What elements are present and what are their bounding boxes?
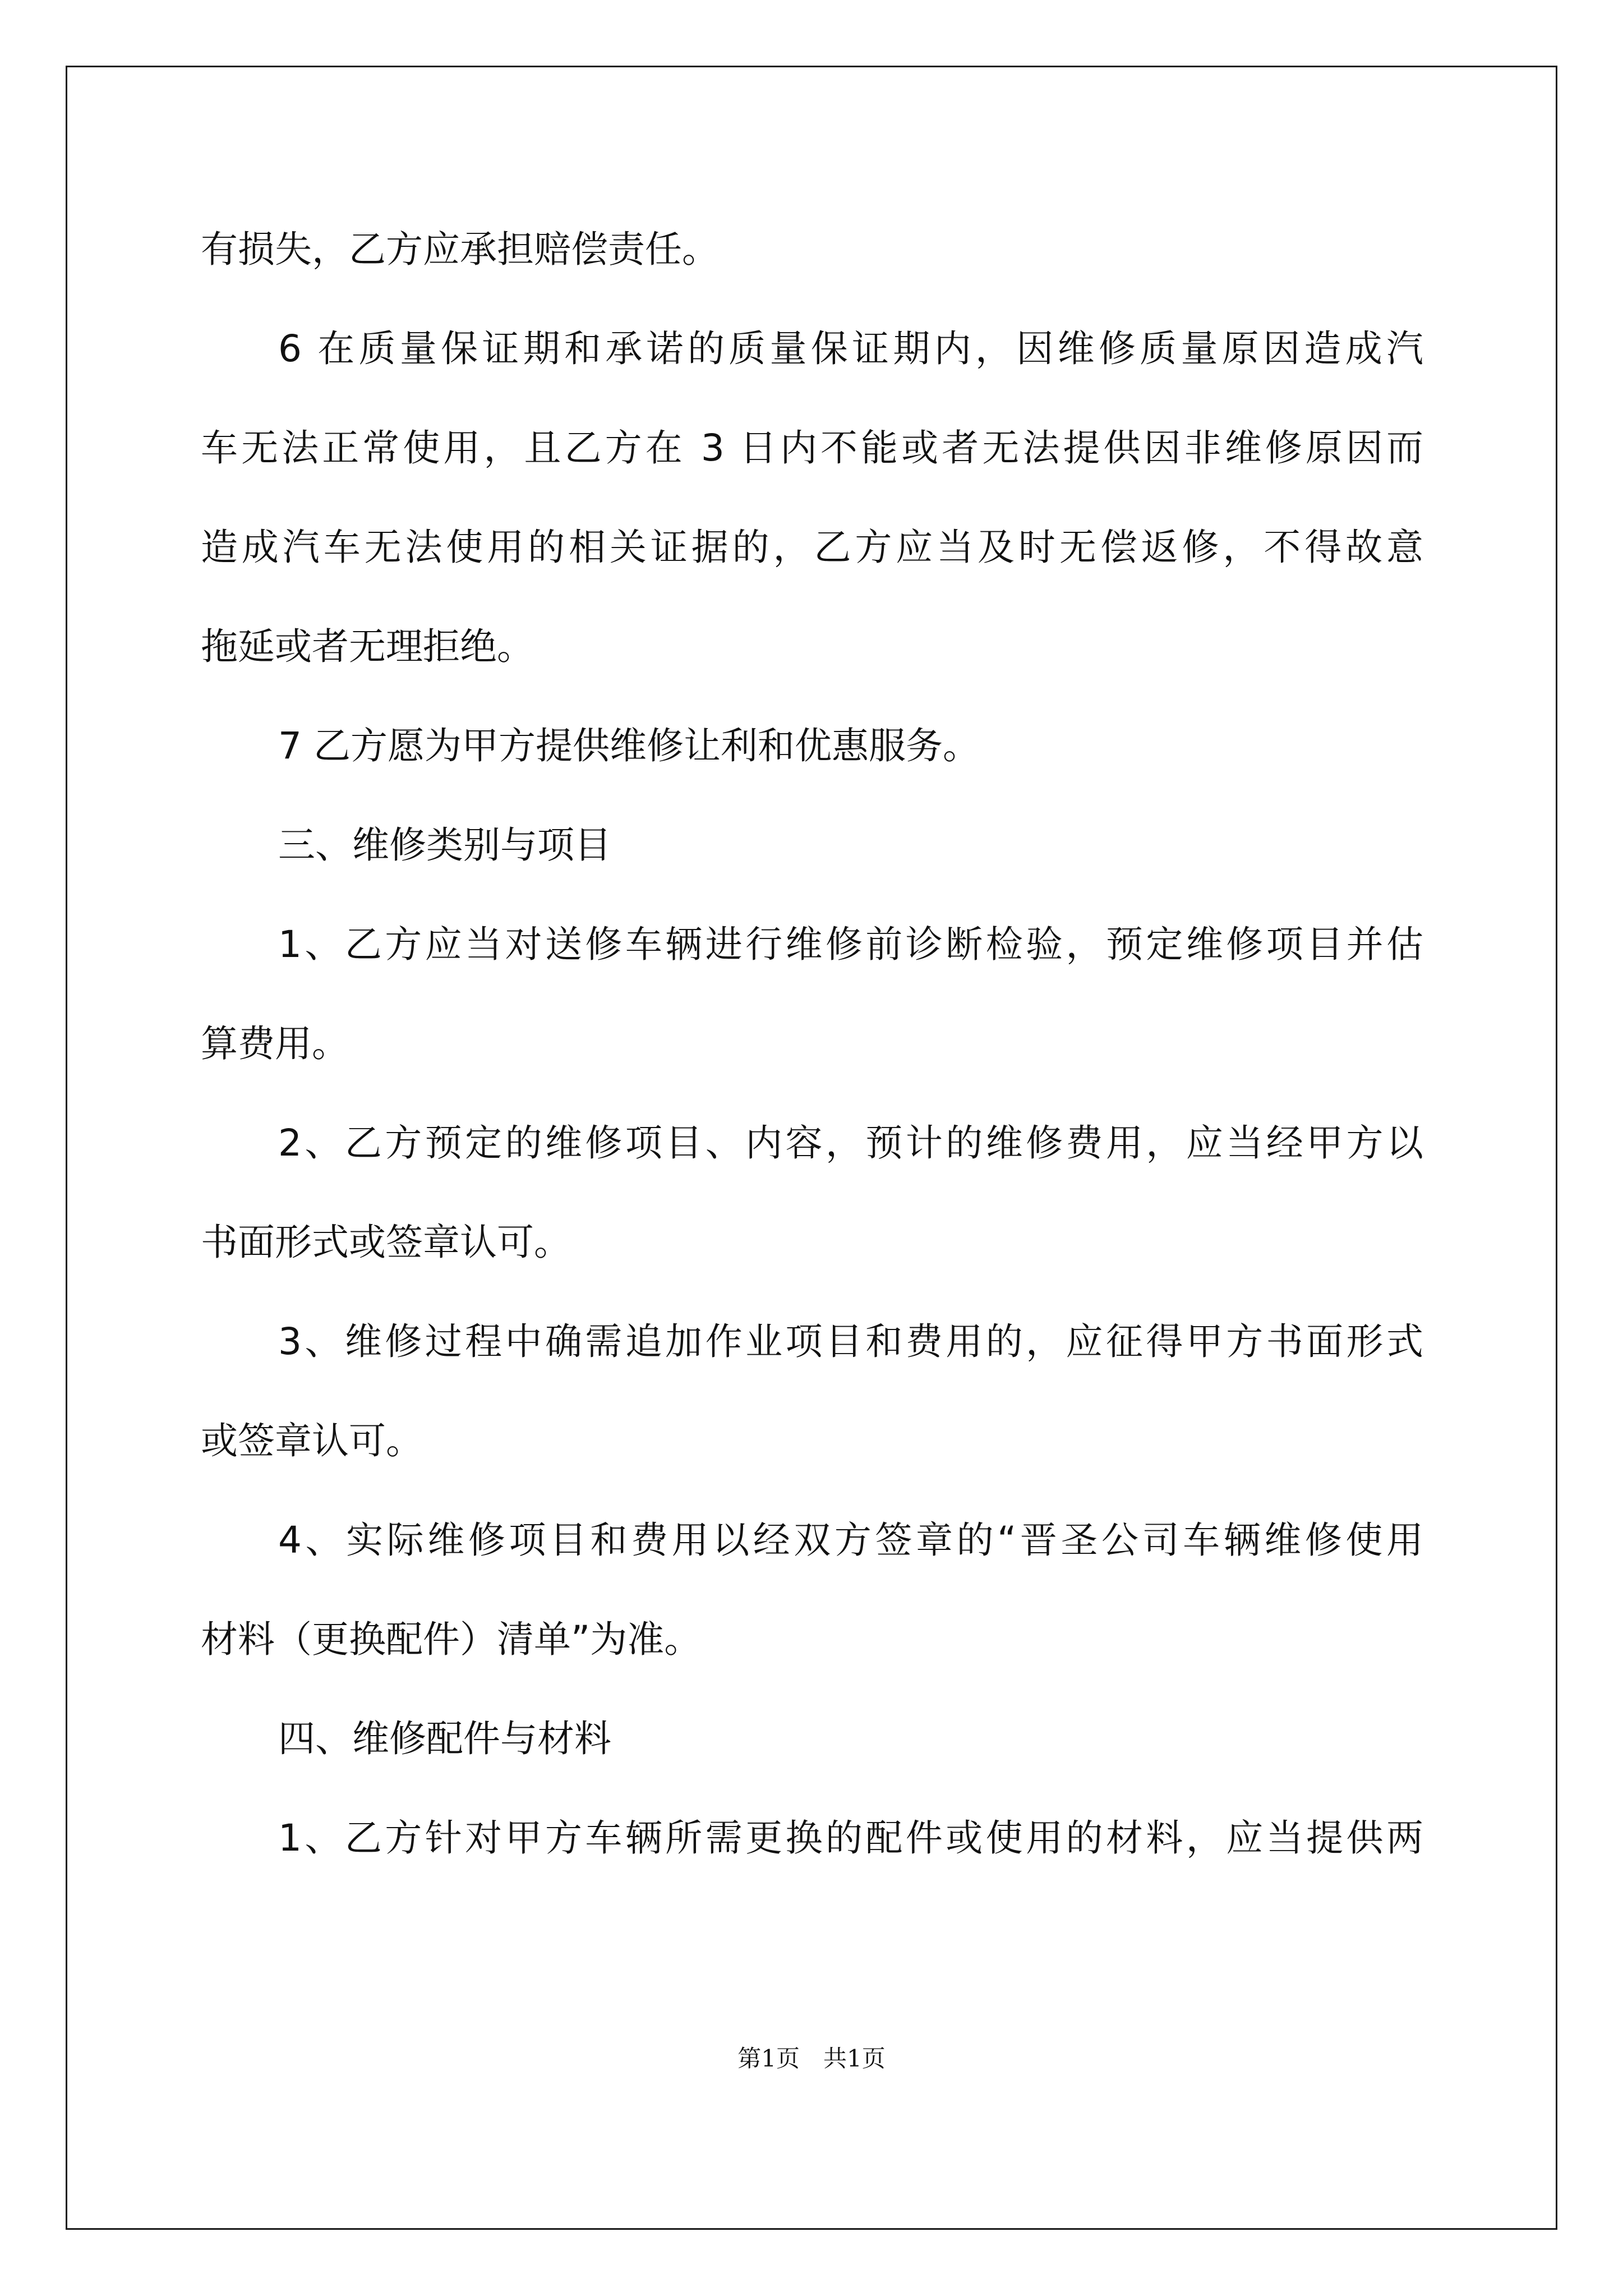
section-heading: 三、维修类别与项目 (278, 823, 611, 867)
text-line: 2、乙方预定的维修项目、内容，预计的维修费用，应当经甲方以 (278, 1121, 1423, 1165)
text-line: 书面形式或签章认可。 (201, 1221, 571, 1264)
text-line: 4、实际维修项目和费用以经双方签章的“晋圣公司车辆维修使用 (278, 1519, 1423, 1562)
text-line: 材料（更换配件）清单”为准。 (201, 1618, 702, 1661)
text-line: 有损失，乙方应承担赔偿责任。 (201, 228, 719, 271)
section-heading: 四、维修配件与材料 (278, 1717, 611, 1760)
text-line: 1、乙方应当对送修车辆进行维修前诊断检验，预定维修项目并估 (278, 923, 1423, 966)
text-line: 造成汽车无法使用的相关证据的，乙方应当及时无偿返修，不得故意 (201, 526, 1423, 569)
text-line: 拖延或者无理拒绝。 (201, 625, 534, 668)
page-number: 第1页 共1页 (737, 2045, 886, 2072)
text-line: 3、维修过程中确需追加作业项目和费用的，应征得甲方书面形式 (278, 1320, 1423, 1363)
text-line: 7 乙方愿为甲方提供维修让利和优惠服务。 (278, 724, 980, 767)
text-line: 6 在质量保证期和承诺的质量保证期内，因维修质量原因造成汽 (278, 327, 1423, 370)
text-line: 或签章认可。 (201, 1419, 423, 1462)
text-line: 车无法正常使用，且乙方在 3 日内不能或者无法提供因非维修原因而 (201, 426, 1423, 470)
text-line: 算费用。 (201, 1022, 349, 1065)
text-line: 1、乙方针对甲方车辆所需更换的配件或使用的材料，应当提供两 (278, 1816, 1423, 1860)
